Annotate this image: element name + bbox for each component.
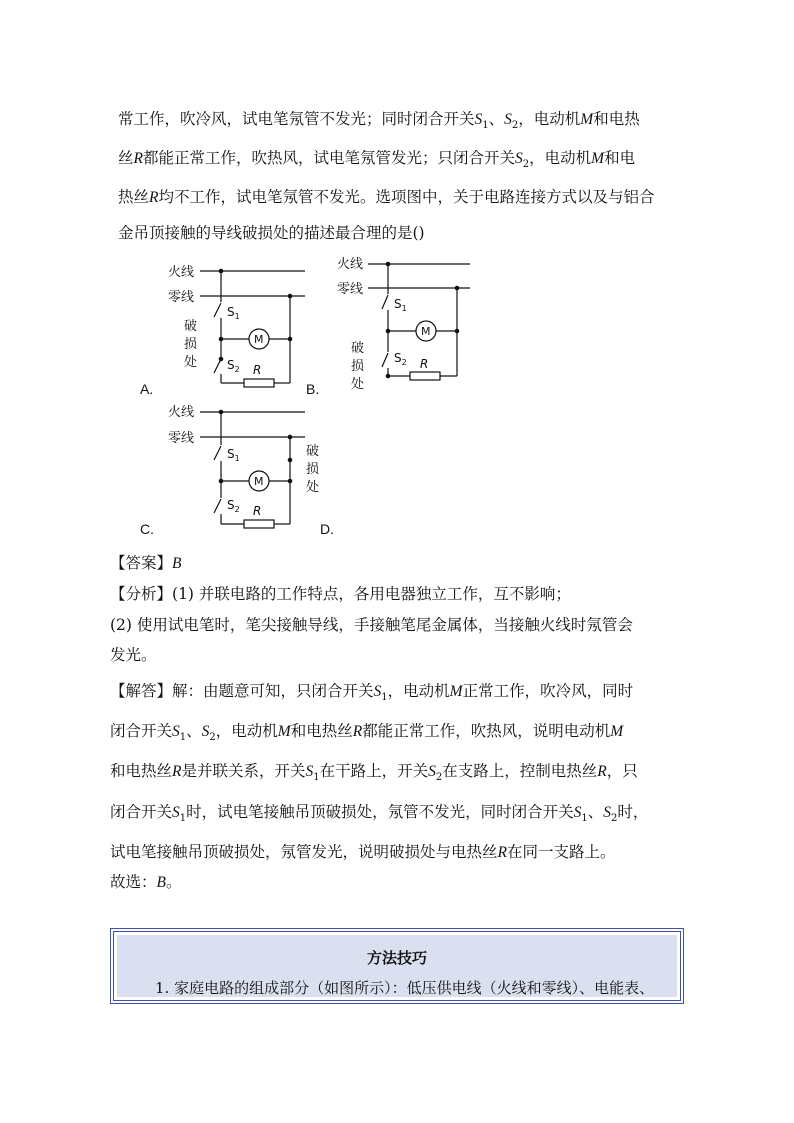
text: 故选： bbox=[110, 873, 157, 891]
var-r: R bbox=[133, 150, 143, 167]
option-c-label: C. bbox=[140, 521, 154, 537]
sub: 1 bbox=[313, 772, 320, 784]
method-tips-title: 方法技巧 bbox=[366, 949, 427, 967]
text: 时，试电笔接触吊顶破损处，氖管不发光，同时闭合开关 bbox=[186, 803, 574, 821]
var-r: R bbox=[352, 723, 363, 740]
choose-value: B bbox=[156, 874, 166, 891]
resistor-label: R bbox=[253, 504, 262, 518]
question-line-4: 金吊顶接触的导线破损处的描述最合理的是() bbox=[118, 224, 425, 242]
text: 和电热 bbox=[593, 110, 640, 128]
answer-line bbox=[110, 551, 181, 573]
sub: 2 bbox=[522, 159, 530, 171]
break-label: 损 bbox=[184, 337, 198, 352]
solution-line-5 bbox=[110, 840, 616, 862]
text: 、 bbox=[186, 722, 202, 740]
text: 在支路上，控制电热丝 bbox=[442, 762, 598, 780]
analysis-label: 【分析】 bbox=[110, 585, 173, 603]
resistor-label: R bbox=[420, 357, 429, 371]
switch-s2-label: $S_2$ bbox=[227, 358, 240, 374]
var-r: R bbox=[172, 763, 182, 780]
break-label: 破 bbox=[184, 319, 198, 334]
text: ，电动机 bbox=[529, 149, 592, 167]
sub: 2 bbox=[611, 813, 618, 825]
live-wire-label: 火线 bbox=[168, 405, 195, 420]
text: 在干路上，开关 bbox=[319, 762, 429, 780]
method-tips-panel bbox=[117, 935, 677, 997]
text: 正常工作，吹冷风，同时 bbox=[462, 682, 634, 700]
answer-value: B bbox=[172, 555, 182, 572]
break-label: 破 bbox=[351, 341, 365, 356]
text: ，电动机 bbox=[518, 110, 581, 128]
method-tips-line: 1. 家庭电路的组成部分（如图所示）：低压供电线（火线和零线）、电能表、 bbox=[155, 979, 655, 997]
var-r: R bbox=[149, 189, 159, 206]
switch-s1-label: $S_1$ bbox=[227, 447, 240, 463]
var-s: S bbox=[172, 804, 180, 821]
var-s: S bbox=[373, 683, 382, 700]
var-s: S bbox=[603, 804, 612, 821]
analysis-line-2: (2) 使用试电笔时，笔尖接触导线，手接触笔尾金属体，当接触火线时氖管会 bbox=[110, 616, 633, 634]
choose-line bbox=[110, 870, 182, 892]
solution-line-4 bbox=[110, 800, 648, 824]
sub: 1 bbox=[381, 692, 388, 704]
switch-s2-label: $S_2$ bbox=[227, 498, 240, 514]
neutral-wire-label: 零线 bbox=[337, 282, 364, 297]
text: 是并联关系，开关 bbox=[181, 762, 306, 780]
switch-s1-label: $S_1$ bbox=[394, 297, 407, 313]
var-s: S bbox=[474, 111, 483, 128]
option-b-label: B. bbox=[306, 381, 320, 397]
var-m: M bbox=[591, 150, 605, 167]
solution-label: 【解答】 bbox=[110, 682, 173, 700]
analysis-line-1 bbox=[110, 582, 571, 604]
live-wire-label: 火线 bbox=[168, 265, 195, 280]
analysis-line-3: 发光。 bbox=[110, 646, 157, 664]
text: 解：由题意可知，只闭合开关 bbox=[172, 682, 374, 700]
motor-label: M bbox=[421, 325, 431, 338]
text: 热丝 bbox=[118, 188, 150, 206]
text: 常工作，吹冷风，试电笔氖管不发光；同时闭合开关 bbox=[118, 110, 475, 128]
var-m: M bbox=[277, 723, 291, 740]
answer-label: 【答案】 bbox=[110, 554, 173, 572]
sub: 1 bbox=[482, 120, 489, 132]
switch-s2-label: $S_2$ bbox=[394, 351, 407, 367]
text: 均不工作，试电笔氖管不发光。选项图中，关于电路连接方式以及与铝合 bbox=[158, 188, 655, 206]
text: 都能正常工作，吹热风，说明电动机 bbox=[362, 722, 611, 740]
break-label: 处 bbox=[306, 480, 320, 495]
neutral-wire-label: 零线 bbox=[168, 290, 195, 305]
text: 和电热丝 bbox=[110, 762, 173, 780]
var-s: S bbox=[428, 763, 436, 780]
var-s: S bbox=[201, 723, 210, 740]
var-s: S bbox=[515, 150, 523, 167]
text: 丝 bbox=[118, 149, 134, 167]
sub: 2 bbox=[209, 732, 216, 744]
text: (1) 并联电路的工作特点，各用电器独立工作，互不影响； bbox=[172, 585, 571, 603]
switch-s1-label: $S_1$ bbox=[227, 305, 240, 321]
text: 、 bbox=[488, 110, 505, 128]
method-tips-box bbox=[110, 928, 684, 1004]
break-label: 破 bbox=[306, 444, 320, 459]
text: 在同一支路上。 bbox=[506, 843, 616, 861]
var-s: S bbox=[573, 804, 582, 821]
sub: 2 bbox=[435, 772, 443, 784]
sub: 1 bbox=[179, 813, 187, 825]
break-label: 处 bbox=[351, 377, 365, 392]
break-label: 损 bbox=[306, 462, 320, 477]
text: 都能正常工作，吹热风，试电笔氖管发光；只闭合开关 bbox=[142, 149, 515, 167]
var-r: R bbox=[497, 844, 507, 861]
sub: 1 bbox=[179, 732, 187, 744]
text: ，电动机 bbox=[215, 722, 278, 740]
var-m: M bbox=[610, 723, 624, 740]
var-s: S bbox=[504, 111, 512, 128]
text: ，只 bbox=[606, 762, 638, 780]
text: ，电动机 bbox=[387, 682, 450, 700]
text: 闭合开关 bbox=[110, 803, 173, 821]
sub: 2 bbox=[511, 120, 519, 132]
option-d-label: D. bbox=[320, 521, 334, 537]
live-wire-label: 火线 bbox=[337, 257, 364, 272]
solution-line-3 bbox=[110, 759, 638, 783]
neutral-wire-label: 零线 bbox=[168, 431, 195, 446]
text: 。 bbox=[165, 873, 182, 891]
break-label: 处 bbox=[184, 355, 198, 370]
break-label: 损 bbox=[351, 359, 365, 374]
var-m: M bbox=[580, 111, 594, 128]
option-a-label: A. bbox=[140, 381, 154, 397]
var-s: S bbox=[305, 763, 314, 780]
motor-label: M bbox=[254, 475, 264, 488]
text: 闭合开关 bbox=[110, 722, 173, 740]
solution-line-2 bbox=[110, 719, 623, 743]
text: 时， bbox=[617, 803, 649, 821]
text: 和电热丝 bbox=[290, 722, 353, 740]
var-s: S bbox=[172, 723, 180, 740]
resistor-label: R bbox=[253, 363, 262, 377]
text: 和电 bbox=[604, 149, 636, 167]
var-r: R bbox=[597, 763, 607, 780]
var-m: M bbox=[449, 683, 463, 700]
text: 、 bbox=[587, 803, 604, 821]
motor-label: M bbox=[254, 333, 264, 346]
sub: 1 bbox=[581, 813, 588, 825]
text: 试电笔接触吊顶破损处，氖管发光，说明破损处与电热丝 bbox=[110, 843, 498, 861]
circuit-figure bbox=[0, 0, 794, 560]
solution-line-1 bbox=[110, 679, 633, 703]
